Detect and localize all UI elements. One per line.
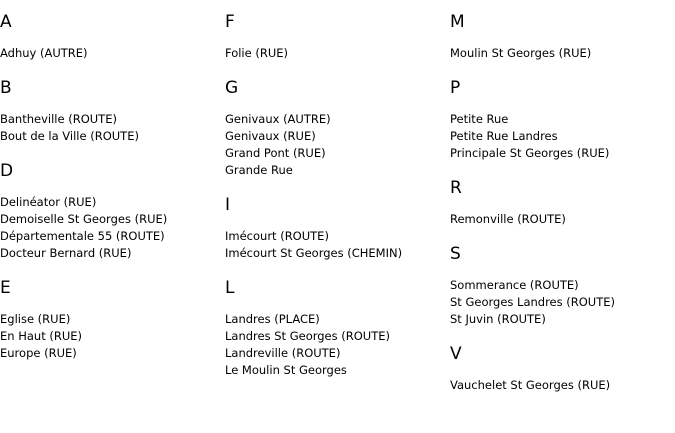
letter-heading: P <box>450 78 461 98</box>
street-item[interactable]: Eglise (RUE) <box>0 312 71 326</box>
street-list <box>450 277 675 328</box>
street-list <box>450 111 675 162</box>
street-item[interactable]: Grand Pont (RUE) <box>225 146 326 160</box>
letter-heading: G <box>225 78 239 98</box>
street-list <box>450 377 675 394</box>
letter-group-g <box>225 77 450 179</box>
street-item[interactable]: Imécourt (ROUTE) <box>225 229 329 243</box>
letter-group-d <box>0 160 225 262</box>
street-item[interactable]: Grande Rue <box>225 163 293 177</box>
index-column-2 <box>225 0 450 379</box>
letter-group-s <box>450 243 675 328</box>
street-item[interactable]: Demoiselle St Georges (RUE) <box>0 212 168 226</box>
letter-heading: M <box>450 12 465 32</box>
index-column-1 <box>0 0 225 362</box>
letter-heading: F <box>225 12 235 32</box>
letter-group-i <box>225 194 450 262</box>
street-item[interactable]: Adhuy (AUTRE) <box>0 46 88 60</box>
street-item[interactable]: Principale St Georges (RUE) <box>450 146 610 160</box>
street-list <box>225 228 450 262</box>
letter-heading: S <box>450 244 461 264</box>
letter-group-e <box>0 277 225 362</box>
street-item[interactable]: Europe (RUE) <box>0 346 77 360</box>
letter-group-l <box>225 277 450 379</box>
street-item[interactable]: Landreville (ROUTE) <box>225 346 341 360</box>
street-item[interactable]: Docteur Bernard (RUE) <box>0 246 132 260</box>
letter-heading: D <box>0 161 14 181</box>
street-list <box>225 111 450 179</box>
street-item[interactable]: Petite Rue Landres <box>450 129 558 143</box>
street-item[interactable]: Bantheville (ROUTE) <box>0 112 117 126</box>
street-item[interactable]: Imécourt St Georges (CHEMIN) <box>225 246 403 260</box>
letter-heading: V <box>450 344 462 364</box>
letter-heading: R <box>450 178 462 198</box>
street-item[interactable]: Départementale 55 (ROUTE) <box>0 229 165 243</box>
street-item[interactable]: En Haut (RUE) <box>0 329 83 343</box>
street-item[interactable]: Bout de la Ville (ROUTE) <box>0 129 139 143</box>
letter-group-r <box>450 177 675 228</box>
letter-heading: I <box>225 195 231 215</box>
street-item[interactable]: Folie (RUE) <box>225 46 289 60</box>
street-item[interactable]: Landres St Georges (ROUTE) <box>225 329 390 343</box>
street-item[interactable]: Petite Rue <box>450 112 509 126</box>
street-item[interactable]: Remonville (ROUTE) <box>450 212 566 226</box>
street-item[interactable]: Genivaux (AUTRE) <box>225 112 331 126</box>
letter-group-v <box>450 343 675 394</box>
letter-heading: E <box>0 278 11 298</box>
letter-heading: L <box>225 278 235 298</box>
street-list <box>0 194 225 262</box>
street-list <box>0 45 225 62</box>
street-list <box>0 311 225 362</box>
street-item[interactable]: Le Moulin St Georges <box>225 363 347 377</box>
letter-group-m <box>450 11 675 62</box>
street-item[interactable]: St Juvin (ROUTE) <box>450 312 546 326</box>
street-list <box>0 111 225 145</box>
street-list <box>450 45 675 62</box>
index-column-3 <box>450 0 675 394</box>
street-item[interactable]: Moulin St Georges (RUE) <box>450 46 592 60</box>
letter-group-b <box>0 77 225 145</box>
street-item[interactable]: Landres (PLACE) <box>225 312 320 326</box>
street-list <box>450 211 675 228</box>
letter-group-a <box>0 11 225 62</box>
street-item[interactable]: Delinéator (RUE) <box>0 195 97 209</box>
letter-group-p <box>450 77 675 162</box>
street-list <box>225 45 450 62</box>
letter-group-f <box>225 11 450 62</box>
street-item[interactable]: Vauchelet St Georges (RUE) <box>450 378 611 392</box>
street-item[interactable]: Genivaux (RUE) <box>225 129 316 143</box>
street-item[interactable]: St Georges Landres (ROUTE) <box>450 295 615 309</box>
letter-heading: A <box>0 12 12 32</box>
street-list <box>225 311 450 379</box>
street-item[interactable]: Sommerance (ROUTE) <box>450 278 579 292</box>
letter-heading: B <box>0 78 12 98</box>
